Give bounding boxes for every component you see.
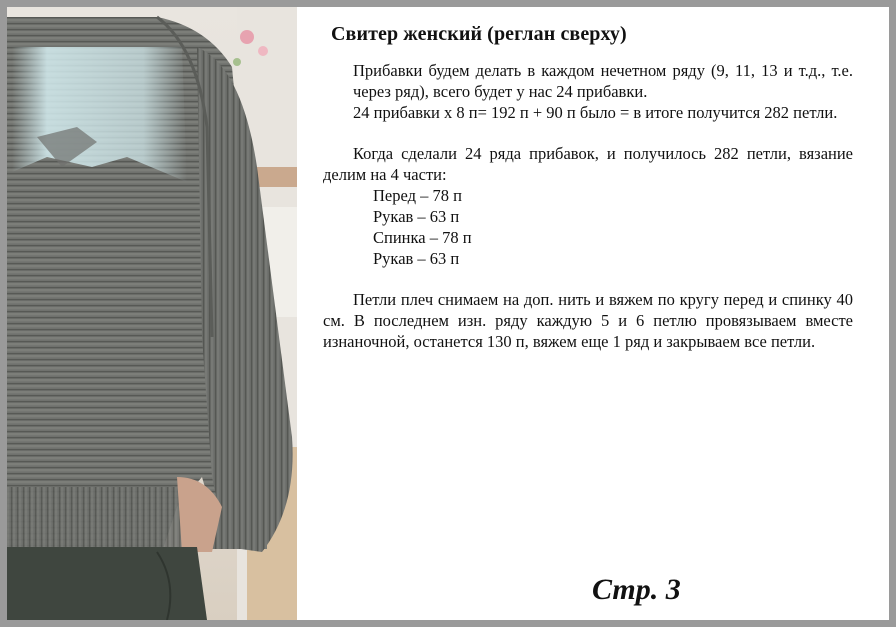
sweater-illustration <box>7 7 297 620</box>
list-item: Рукав – 63 п <box>373 249 460 268</box>
sweater-photo <box>7 7 297 620</box>
paragraph-divide: Когда сделали 24 ряда прибавок, и получилось 282 петли, вязание делим на 4 части: <box>323 144 853 184</box>
paragraph-calculation: 24 прибавки х 8 п= 192 п + 90 п было = в итоге получится 282 петли. <box>353 103 838 122</box>
parts-list <box>373 185 853 269</box>
list-item: Спинка – 78 п <box>373 228 472 247</box>
page-number: Стр. 3 <box>592 573 681 606</box>
instructions-text <box>323 23 853 352</box>
list-item: Перед – 78 п <box>373 186 462 205</box>
list-item: Рукав – 63 п <box>373 207 460 226</box>
page-title: Свитер женский (реглан сверху) <box>331 23 627 45</box>
paragraph-increases: Прибавки будем делать в каждом нечетном ряду (9, 11, 13 и т.д., т.е. через ряд), всего будет у нас 24 прибавки. <box>353 61 853 101</box>
paragraph-finish: Петли плеч снимаем на доп. нить и вяжем по кругу перед и спинку 40 см. В последнем изн. ряду каждую 5 и 6 петлю провязываем вместе изнаночной, останется 130 п, вяжем еще 1 ряд и закрываем все петли. <box>323 290 853 351</box>
